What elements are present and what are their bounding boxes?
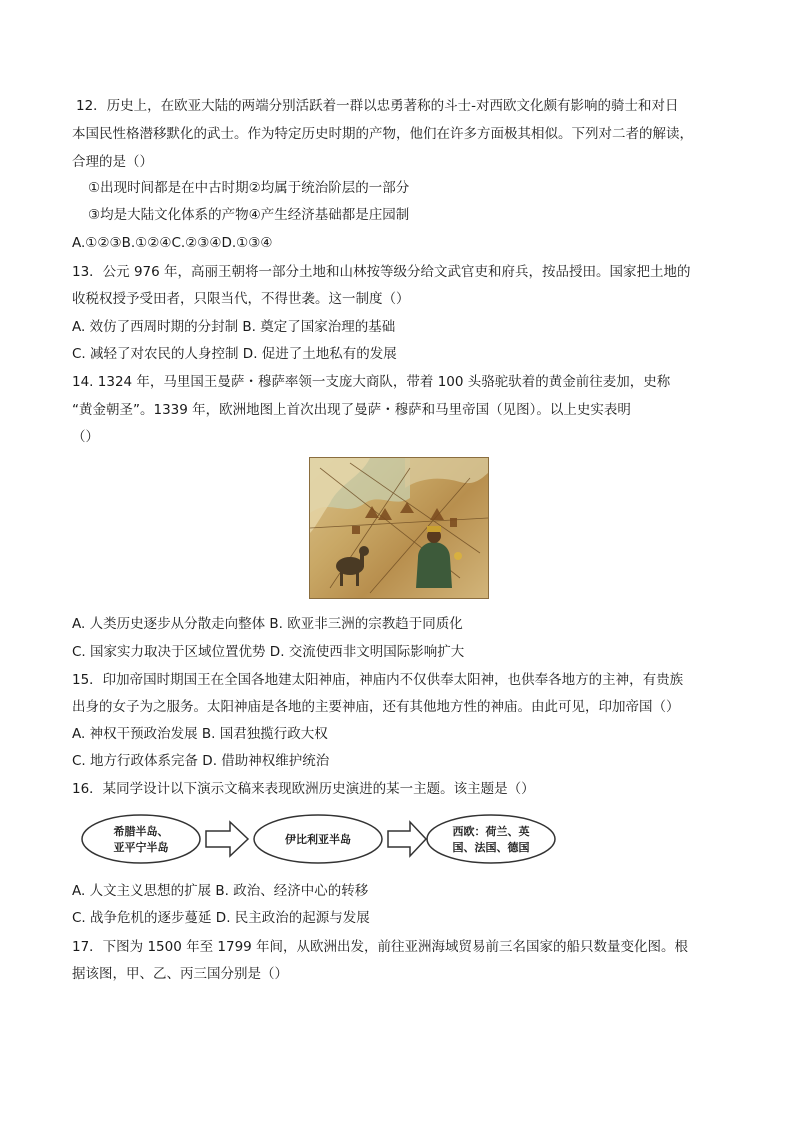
q12-stem-line3: 合理的是（） xyxy=(72,154,153,170)
q14-options-cd: C. 国家实力取决于区域位置优势 D. 交流使西非文明国际影响扩大 xyxy=(72,644,465,660)
q12-item-line2: ③均是大陆文化体系的产物④产生经济基础都是庄园制 xyxy=(88,207,410,223)
q12-stem-line1: 12．历史上，在欧亚大陆的两端分别活跃着一群以忠勇著称的斗士-对西欧文化颇有影响的骑士和对日 xyxy=(76,98,679,114)
q14-stem-line2: “黄金朝圣”。1339 年，欧洲地图上首次出现了曼萨・穆萨和马里帝国（见图）。以上史实表明 xyxy=(72,402,631,418)
q13-stem-line1: 13．公元 976 年，高丽王朝将一部分土地和山林按等级分给文武官吏和府兵，按品授田。国家把土地的 xyxy=(72,264,691,280)
flow-arrow-icon xyxy=(206,822,248,856)
flow-node1-label-line2: 亚平宁半岛 xyxy=(113,841,169,854)
flow-node1-label-line1: 希腊半岛、 xyxy=(113,825,169,838)
q15-options-ab: A. 神权干预政治发展 B. 国君独揽行政大权 xyxy=(72,726,328,742)
q14-stem-line1: 14. 1324 年，马里国王曼萨・穆萨率领一支庞大商队，带着 100 头骆驼驮着的黄金前往麦加，史称 xyxy=(72,374,671,390)
q14-options-ab: A. 人类历史逐步从分散走向整体 B. 欧亚非三洲的宗教趋于同质化 xyxy=(72,616,463,632)
q12-item-line1: ①出现时间都是在中古时期②均属于统治阶层的一部分 xyxy=(88,180,410,196)
q15-stem-line1: 15．印加帝国时期国王在全国各地建太阳神庙，神庙内不仅供奉太阳神，也供奉各地方的主神，有贵族 xyxy=(72,672,684,688)
europe-center-shift-flowchart xyxy=(80,812,560,866)
q13-options-cd: C. 减轻了对农民的人身控制 D. 促进了土地私有的发展 xyxy=(72,346,397,362)
flowchart-graphic xyxy=(80,812,560,866)
q13-options-ab: A. 效仿了西周时期的分封制 B. 奠定了国家治理的基础 xyxy=(72,319,396,335)
q16-stem-line1: 16．某同学设计以下演示文稿来表现欧洲历史演进的某一主题。该主题是（） xyxy=(72,781,535,797)
q17-stem-line1: 17．下图为 1500 年至 1799 年间，从欧洲出发，前往亚洲海域贸易前三名国家的船只数量变化图。根 xyxy=(72,939,689,955)
q16-options-cd: C. 战争危机的逐步蔓延 D. 民主政治的起源与发展 xyxy=(72,910,370,926)
flow-node3-label-line2: 国、法国、德国 xyxy=(452,841,530,854)
flow-node-greece-italy xyxy=(82,815,200,863)
q13-stem-line2: 收税权授予受田者，只限当代，不得世袭。这一制度（） xyxy=(72,291,410,307)
q15-stem-line2: 出身的女子为之服务。太阳神庙是各地的主要神庙，还有其他地方性的神庙。由此可见，印加帝国（） xyxy=(72,699,680,715)
flow-arrow-icon xyxy=(388,822,426,856)
q16-options-ab: A. 人文主义思想的扩展 B. 政治、经济中心的转移 xyxy=(72,883,369,899)
flow-node-western-europe xyxy=(427,815,555,863)
q12-stem-line2: 本国民性格潜移默化的武士。作为特定历史时期的产物，他们在许多方面极其相似。下列对二者的解读， xyxy=(72,126,693,142)
q15-options-cd: C. 地方行政体系完备 D. 借助神权维护统治 xyxy=(72,753,330,769)
q17-stem-line2: 据该图，甲、乙、丙三国分别是（） xyxy=(72,966,288,982)
catalan-atlas-map-image xyxy=(309,457,489,599)
q12-options: A.①②③B.①②④C.②③④D.①③④ xyxy=(72,235,273,251)
q14-stem-line3: （） xyxy=(72,429,99,445)
flow-node2-label: 伊比利亚半岛 xyxy=(285,833,351,846)
flow-node3-label-line1: 西欧：荷兰、英 xyxy=(452,825,530,838)
